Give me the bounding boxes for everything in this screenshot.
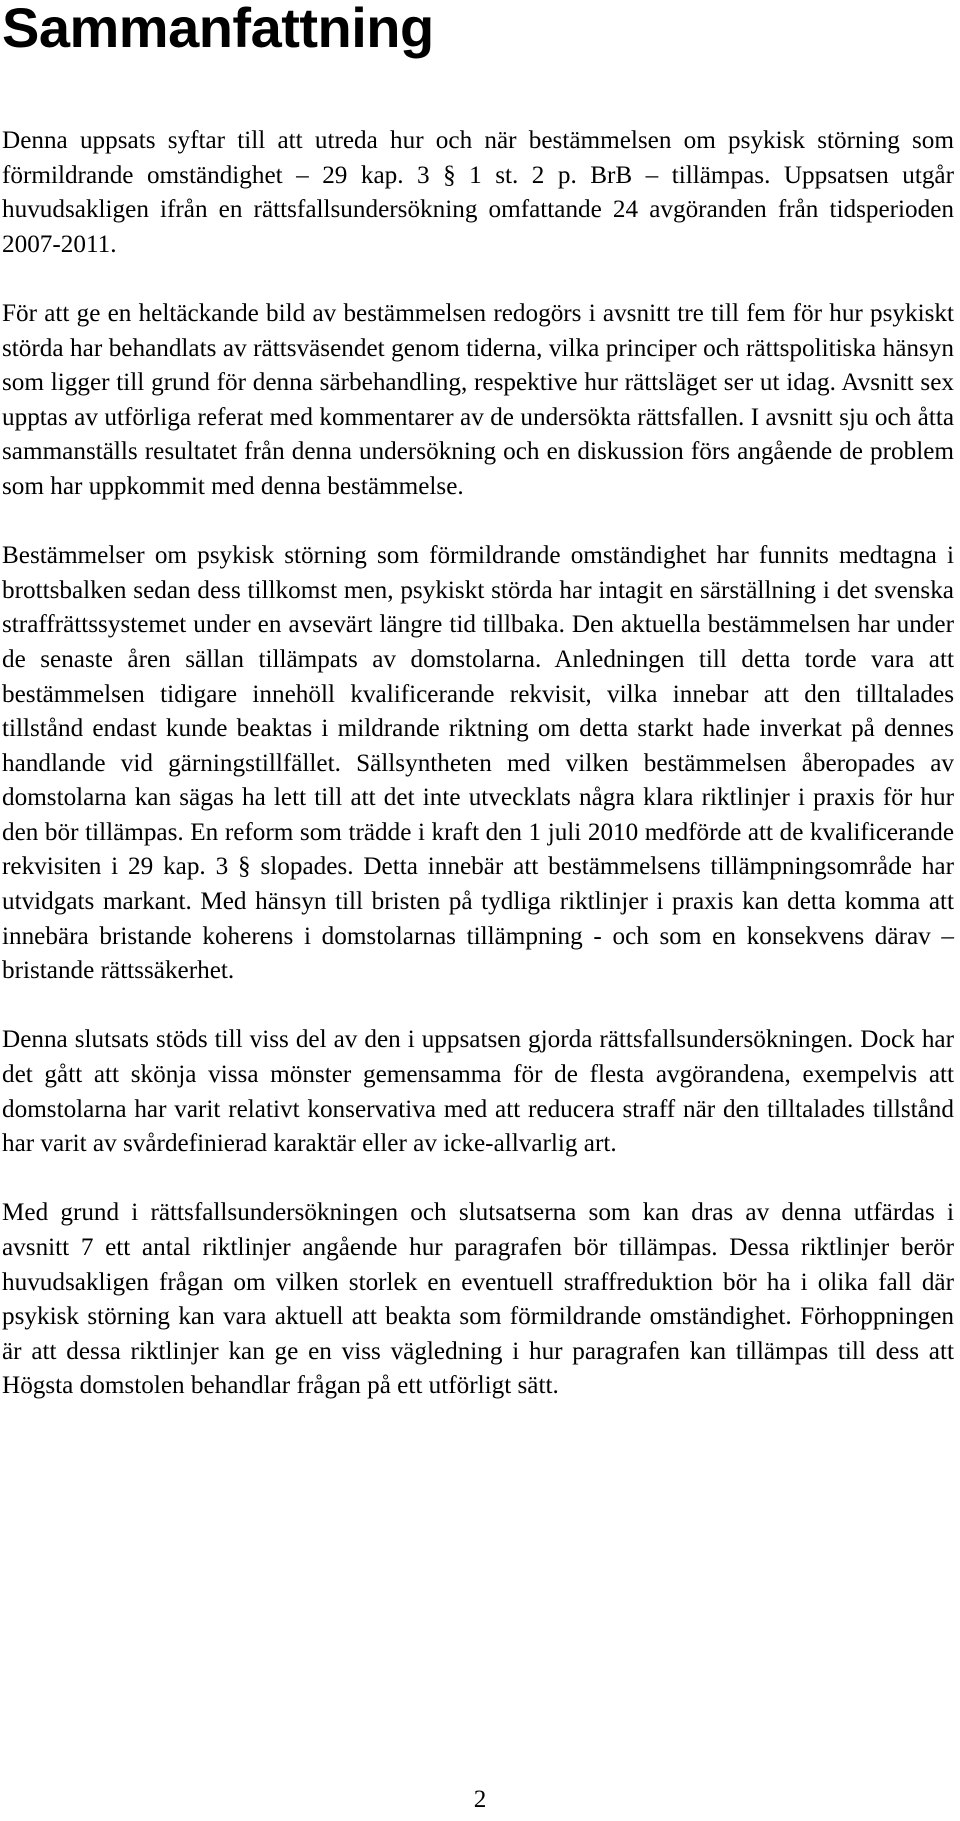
page-number: 2 bbox=[473, 1786, 487, 1813]
paragraph-guidelines: Med grund i rättsfallsundersökningen och slutsatserna som kan dras av denna utfärdas i avsnitt 7 ett antal riktlinjer angående hur paragrafen bör tillämpas. Dessa riktlinjer berör huvudsakligen frågan om vilken storlek en eventuell straffreduktion bör ha i olika fall där psykisk störning kan vara aktuell att beakta som förmildrande omständighet. Förhoppningen är att dessa riktlinjer kan ge en viss vägledning i hur paragrafen kan tillämpas till dess att Högsta domstolen behandlar frågan på ett utförligt sätt. bbox=[2, 1199, 954, 1400]
paragraph-purpose: Denna uppsats syftar till att utreda hur och när bestämmelsen om psykisk störning som förmildrande omständighet – 29 kap. 3 § 1 st. 2 p. BrB – tillämpas. Uppsatsen utgår huvudsakligen ifrån en rättsfallsundersökning omfattande 24 avgöranden från tidsperioden 2007-2011. bbox=[2, 127, 954, 258]
paragraph-outline: För att ge en heltäckande bild av bestämmelsen redogörs i avsnitt tre till fem för hur psykiskt störda har behandlats av rättsväsendet genom tiderna, vilka principer och rättspolitiska hänsyn som ligger till grund för denna särbehandling, respektive hur rättsläget ser ut idag. Avsnitt sex upptas av utförliga referat med kommentarer av de undersökta rättsfallen. I avsnitt sju och åtta sammanställs resultatet från denna undersökning och en diskussion förs angående de problem som har uppkommit med denna bestämmelse. bbox=[2, 299, 954, 500]
paragraph-background: Bestämmelser om psykisk störning som förmildrande omständighet har funnits medtagna i brottsbalken sedan dess tillkomst men, psykiskt störda har intagit en särställning i det svenska straffrättssystemet under en avsevärt längre tid tillbaka. Den aktuella bestämmelsen har under de senaste åren sällan tillämpats av domstolarna. Anledningen till detta torde vara att bestämmelsen tidigare innehöll kvalificerande rekvisit, vilka innebar att den tilltalades tillstånd endast kunde beaktas i mildrande riktning om detta starkt hade inverkat på dennes handlande vid gärningstillfället. Sällsyntheten med vilken bestämmelsen åberopades av domstolarna kan sägas ha lett till att det inte utvecklats några klara riktlinjer i praxis för hur den bör tillämpas. En reform som trädde i kraft den 1 juli 2010 medförde att de kvalificerande rekvisiten i 29 kap. 3 § slopades. Detta innebär att bestämmelsens tillämpningsområde har utvidgats markant. Med hänsyn till bristen på tydliga riktlinjer i praxis kan detta komma att innebära bristande koherens i domstolarnas tillämpning - och som en konsekvens därav – bristande rättssäkerhet. bbox=[2, 542, 954, 985]
page-title: Sammanfattning bbox=[2, 0, 434, 59]
paragraph-conclusion: Denna slutsats stöds till viss del av den i uppsatsen gjorda rättsfallsundersökningen. Dock har det gått att skönja vissa mönster gemensamma för de flesta avgörandena, exempelvis att domstolarna har varit relativt konservativa med att reducera straff när den tilltalades tillstånd har varit av svårdefinierad karaktär eller av icke-allvarlig art. bbox=[2, 1026, 954, 1158]
body-text bbox=[2, 124, 954, 1439]
